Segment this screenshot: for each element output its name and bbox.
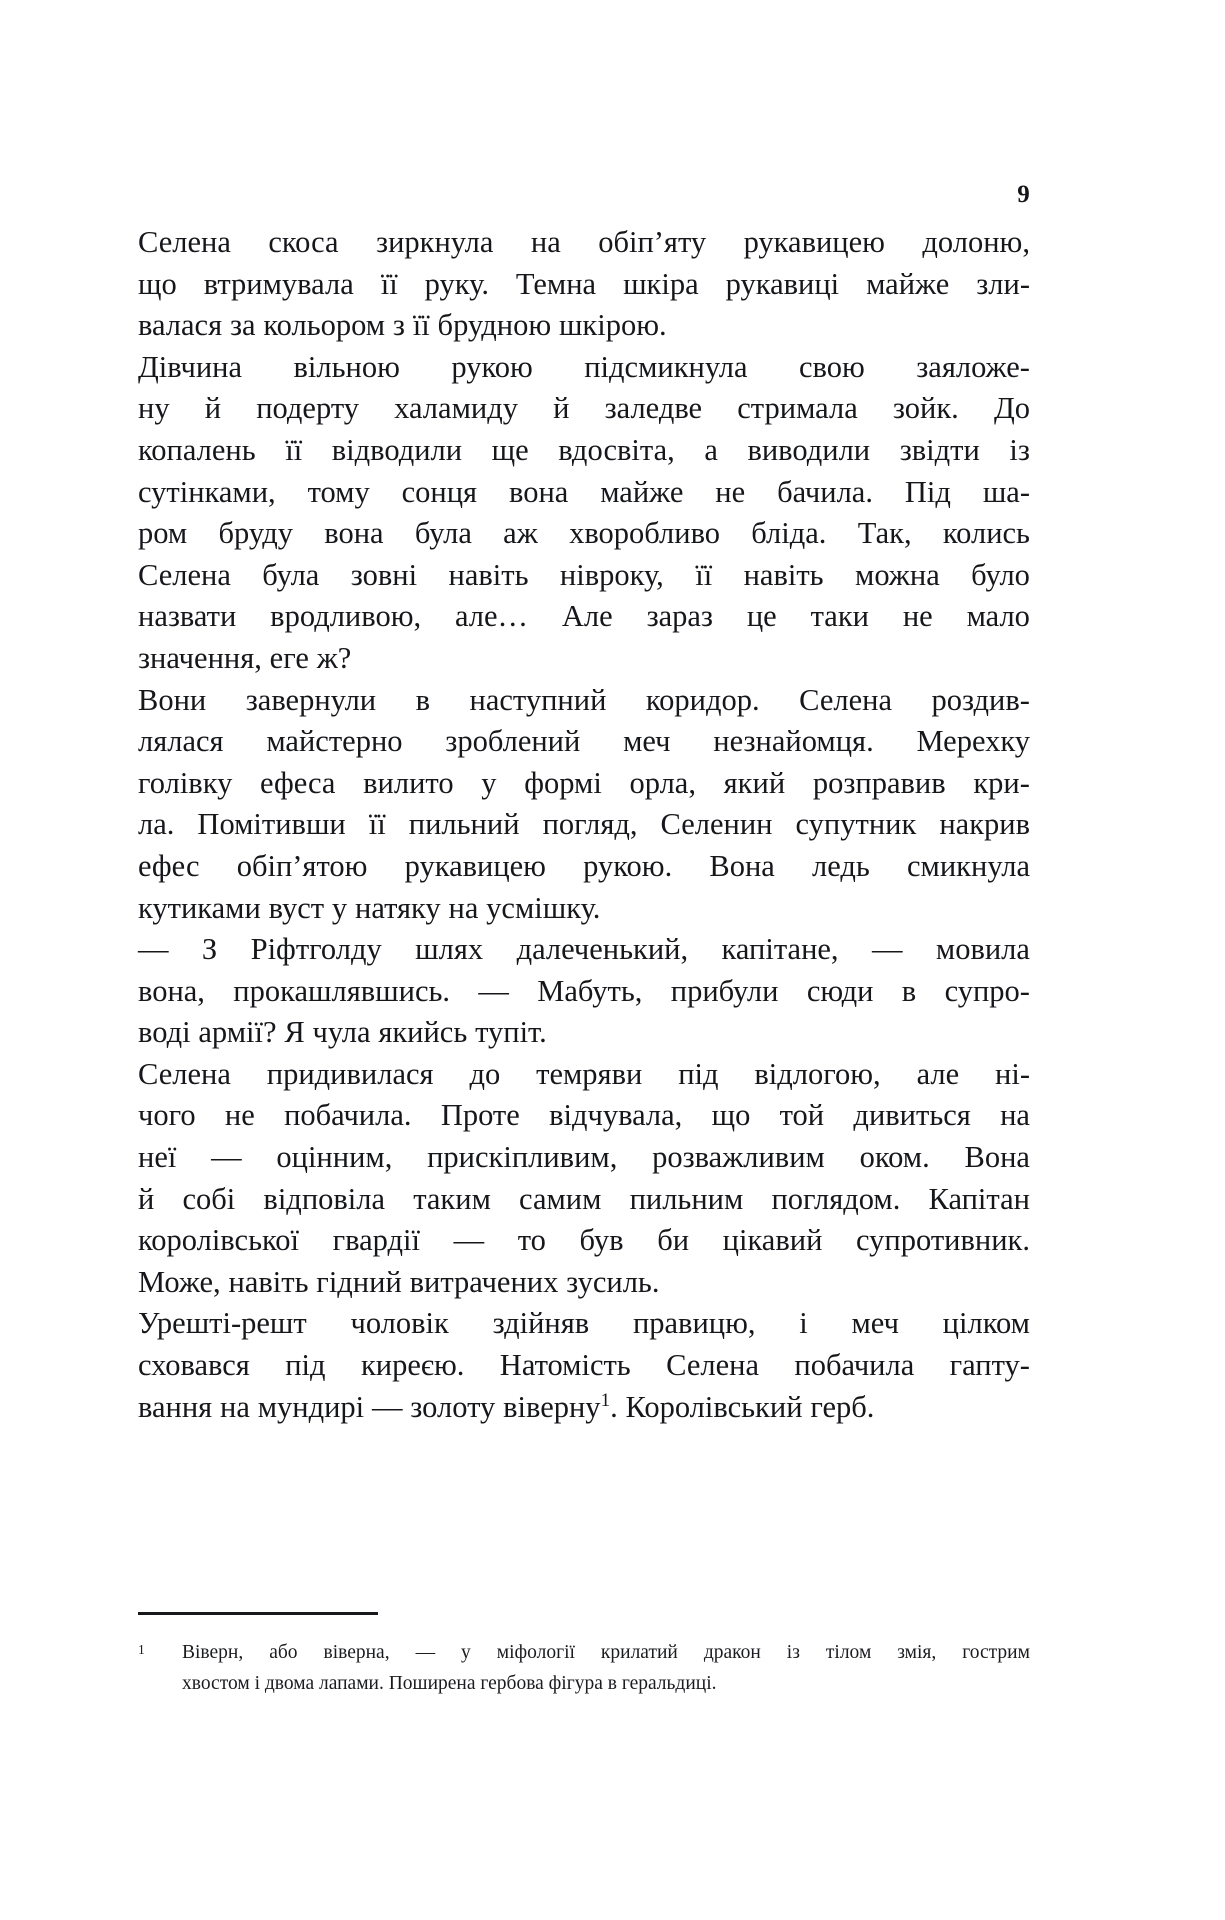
word: майстерно bbox=[266, 724, 403, 759]
word: у bbox=[481, 765, 497, 800]
word: рукавицею bbox=[743, 225, 885, 259]
footnote-reference-marker[interactable]: 1 bbox=[600, 1389, 611, 1411]
word: рукавиці bbox=[725, 266, 840, 301]
word: супро- bbox=[944, 973, 1030, 1008]
text-line bbox=[138, 472, 1030, 514]
word: змія, bbox=[897, 1642, 937, 1663]
word: мало bbox=[966, 599, 1030, 634]
word: чоловік bbox=[350, 1306, 449, 1341]
word: Натомість bbox=[499, 1348, 631, 1383]
word: меч bbox=[851, 1306, 899, 1341]
word: киреєю. bbox=[360, 1348, 465, 1383]
word: або bbox=[269, 1642, 298, 1663]
word: був bbox=[579, 1223, 624, 1258]
word: вона bbox=[509, 474, 569, 509]
word: сюди bbox=[806, 973, 874, 1008]
text-line bbox=[138, 763, 1030, 805]
word: меч bbox=[623, 724, 671, 759]
word: який bbox=[723, 765, 786, 800]
text-line bbox=[138, 680, 1030, 722]
word: зли- bbox=[976, 266, 1030, 301]
word: супротивник. bbox=[856, 1223, 1030, 1258]
word: аж bbox=[503, 516, 538, 551]
word: Мабуть, bbox=[537, 973, 643, 1008]
word: підсмикнула bbox=[584, 349, 748, 384]
word: Вони bbox=[138, 682, 207, 717]
word: Селенин bbox=[660, 807, 773, 842]
word: свою bbox=[799, 349, 865, 384]
word: а bbox=[704, 432, 718, 467]
word: неї bbox=[138, 1140, 177, 1175]
word: — bbox=[453, 1223, 485, 1258]
word: побачила. bbox=[284, 1098, 412, 1133]
word: погляд, bbox=[542, 807, 638, 842]
word: назвати bbox=[138, 599, 237, 634]
word: шкіра bbox=[623, 266, 699, 301]
word: була bbox=[414, 516, 472, 551]
word: прокашлявшись. bbox=[233, 973, 451, 1008]
word: бруду bbox=[218, 516, 293, 551]
word: гострим bbox=[962, 1642, 1030, 1663]
word: вільною bbox=[293, 349, 400, 384]
word: із bbox=[1009, 432, 1030, 467]
text-line bbox=[138, 555, 1030, 597]
word: Селена bbox=[138, 557, 231, 592]
word: сонця bbox=[401, 474, 478, 509]
word: бачила. bbox=[777, 474, 873, 509]
text-line: значення, еге ж? bbox=[138, 640, 352, 675]
word: прибули bbox=[670, 973, 779, 1008]
word: придивилася bbox=[266, 1056, 434, 1091]
text-line: кутиками вуст у натяку на усмішку. bbox=[138, 890, 601, 925]
word: кри- bbox=[973, 765, 1030, 800]
word: той bbox=[779, 1098, 825, 1133]
word: сховався bbox=[138, 1348, 250, 1383]
word: формі bbox=[524, 765, 602, 800]
word: ла. bbox=[138, 807, 175, 842]
text-line: валася за кольором з її брудною шкірою. bbox=[138, 308, 667, 343]
word: супутник bbox=[795, 807, 917, 842]
word: вона bbox=[324, 516, 384, 551]
word: гвардії bbox=[332, 1223, 420, 1258]
footnote-line bbox=[182, 1637, 1030, 1668]
word: її bbox=[380, 266, 398, 301]
word: в bbox=[901, 973, 917, 1008]
word: крилатий bbox=[600, 1642, 678, 1663]
word: подерту bbox=[256, 391, 359, 426]
word: що bbox=[711, 1098, 751, 1133]
word: заяложе- bbox=[916, 349, 1030, 384]
word: мовила bbox=[935, 932, 1030, 967]
word: була bbox=[262, 557, 320, 592]
text-line: воді армії? Я чула якийсь тупіт. bbox=[138, 1015, 547, 1050]
word: із bbox=[786, 1642, 800, 1663]
text-line bbox=[138, 804, 1030, 846]
footnote-area bbox=[138, 1612, 1030, 1699]
footnote-item bbox=[138, 1637, 1030, 1699]
word: й bbox=[204, 391, 222, 426]
word: навіть bbox=[743, 557, 824, 592]
word: таки bbox=[810, 599, 869, 634]
word: звідти bbox=[899, 432, 980, 467]
word: наступний bbox=[469, 682, 607, 717]
word: зойк. bbox=[892, 391, 959, 426]
word: би bbox=[657, 1223, 690, 1258]
word: але… bbox=[454, 599, 529, 634]
text-line: Може, навіть гідний витрачених зусиль. bbox=[138, 1264, 660, 1299]
footnote-separator-rule bbox=[138, 1612, 378, 1615]
word: — bbox=[871, 932, 903, 967]
word: незнайомця. bbox=[713, 724, 874, 759]
word: її bbox=[368, 807, 386, 842]
word: ледь bbox=[812, 848, 870, 883]
word: тому bbox=[307, 474, 370, 509]
word: лялася bbox=[138, 724, 224, 759]
word: пильний bbox=[408, 807, 520, 842]
word: Капітан bbox=[928, 1181, 1030, 1216]
word: оцінним, bbox=[276, 1140, 393, 1175]
word: вона, bbox=[138, 973, 205, 1008]
word: заледве bbox=[604, 391, 703, 426]
word: сутінками, bbox=[138, 474, 276, 509]
word: обіп’ятою bbox=[236, 848, 368, 883]
word: — bbox=[211, 1140, 242, 1175]
word: ну bbox=[138, 391, 170, 426]
text-line bbox=[138, 347, 1030, 389]
word: До bbox=[993, 391, 1030, 426]
text-line bbox=[138, 1054, 1030, 1096]
word: Дівчина bbox=[138, 349, 243, 384]
word: тілом bbox=[825, 1642, 872, 1663]
paragraph-with-footnote bbox=[138, 1303, 1030, 1428]
word: втримувала bbox=[203, 266, 354, 301]
word: оком. bbox=[859, 1140, 930, 1175]
word: під bbox=[285, 1348, 326, 1383]
word: дракон bbox=[703, 1642, 761, 1663]
word: долоню, bbox=[922, 225, 1030, 259]
word: у bbox=[461, 1642, 471, 1663]
word: ще bbox=[491, 432, 529, 467]
paragraph-dialogue bbox=[138, 929, 1030, 1054]
word: обіп’яту bbox=[598, 225, 707, 259]
text-line bbox=[138, 264, 1030, 306]
word: таким bbox=[413, 1181, 491, 1216]
word: копалень bbox=[138, 432, 256, 467]
word: — bbox=[138, 932, 169, 967]
text-line-with-footnote bbox=[138, 1387, 1030, 1429]
word: Урешті-решт bbox=[138, 1306, 307, 1341]
footnote-marker: 1 bbox=[138, 1642, 145, 1657]
word: Ріфтголду bbox=[250, 932, 382, 967]
word: на bbox=[530, 225, 561, 259]
word: але bbox=[916, 1056, 960, 1091]
word: самим bbox=[519, 1181, 602, 1216]
word: майже bbox=[600, 474, 684, 509]
paragraph bbox=[138, 1054, 1030, 1304]
word: навіть bbox=[448, 557, 529, 592]
word: і bbox=[799, 1306, 808, 1341]
word: Але bbox=[561, 599, 613, 634]
word: зроблений bbox=[445, 724, 581, 759]
word: побачила bbox=[794, 1348, 915, 1383]
footnote-text bbox=[182, 1637, 1030, 1699]
word: під bbox=[678, 1056, 719, 1091]
word: колись bbox=[942, 516, 1030, 551]
word: чого bbox=[138, 1098, 196, 1133]
word: її bbox=[695, 557, 713, 592]
word: правицю, bbox=[632, 1306, 756, 1341]
word: зиркнула bbox=[376, 225, 494, 259]
word: її bbox=[285, 432, 303, 467]
word: в bbox=[415, 682, 431, 717]
paragraph bbox=[138, 680, 1030, 930]
word: цілком bbox=[942, 1306, 1030, 1341]
word: шлях bbox=[415, 932, 484, 967]
word: ефес bbox=[138, 848, 200, 883]
word: вродливою, bbox=[270, 599, 422, 634]
word: пильним bbox=[629, 1181, 744, 1216]
text-line bbox=[138, 1220, 1030, 1262]
text-line bbox=[138, 430, 1030, 472]
folio-row bbox=[138, 182, 1030, 207]
paragraph bbox=[138, 347, 1030, 680]
line-text: вання на мундирі — золоту віверну bbox=[138, 1389, 601, 1424]
word: розправив bbox=[812, 765, 946, 800]
body-text-block bbox=[138, 222, 1030, 1428]
word: голівку bbox=[138, 765, 233, 800]
word: нівроку, bbox=[559, 557, 664, 592]
word: на bbox=[1000, 1098, 1030, 1133]
word: накрив bbox=[939, 807, 1030, 842]
word: було bbox=[971, 557, 1030, 592]
word: вилито bbox=[363, 765, 454, 800]
word: ні- bbox=[995, 1056, 1030, 1091]
word: й bbox=[553, 391, 570, 426]
word: — bbox=[478, 973, 509, 1008]
word: завернули bbox=[245, 682, 377, 717]
text-line bbox=[138, 1179, 1030, 1221]
word: коридор. bbox=[645, 682, 760, 717]
word: виводили bbox=[747, 432, 871, 467]
word: не bbox=[715, 474, 746, 509]
text-line bbox=[138, 846, 1030, 888]
word: ефеса bbox=[260, 765, 336, 800]
word: вдосвіта, bbox=[558, 432, 675, 467]
word: Під bbox=[904, 474, 951, 509]
word: далеченький, bbox=[516, 932, 689, 967]
word: орла, bbox=[629, 765, 696, 800]
word: цікавий bbox=[722, 1223, 823, 1258]
word: до bbox=[469, 1056, 501, 1091]
word: скоса bbox=[268, 225, 339, 259]
text-line bbox=[138, 1095, 1030, 1137]
word: зовні bbox=[350, 557, 418, 592]
text-line bbox=[138, 222, 1030, 264]
word: відлогою, bbox=[754, 1056, 881, 1091]
word: майже bbox=[866, 266, 950, 301]
word: розважливим bbox=[652, 1140, 825, 1175]
word: Селена bbox=[666, 1348, 759, 1383]
word: бліда. bbox=[751, 516, 827, 551]
word: Вона bbox=[709, 848, 775, 883]
text-line bbox=[138, 596, 1030, 638]
word: ша- bbox=[982, 474, 1030, 509]
word: Темна bbox=[515, 266, 597, 301]
word: то bbox=[517, 1223, 546, 1258]
text-line bbox=[138, 1345, 1030, 1387]
word: — bbox=[415, 1642, 436, 1663]
word: зараз bbox=[646, 599, 713, 634]
word: Селена bbox=[138, 225, 231, 259]
word: Проте bbox=[440, 1098, 520, 1133]
word: Мерехку bbox=[916, 724, 1030, 759]
word: рукою. bbox=[583, 848, 673, 883]
word: Вона bbox=[964, 1140, 1030, 1175]
word: Так, bbox=[857, 516, 912, 551]
word: відчувала, bbox=[549, 1098, 683, 1133]
word: відповіла bbox=[263, 1181, 386, 1216]
word: стримала bbox=[737, 391, 858, 426]
word: Помітивши bbox=[197, 807, 346, 842]
text-line bbox=[138, 1303, 1030, 1345]
text-line bbox=[138, 388, 1030, 430]
word: здійняв bbox=[492, 1306, 590, 1341]
word: рукою bbox=[451, 349, 533, 384]
word: хворобливо bbox=[569, 516, 721, 551]
word: собі bbox=[182, 1181, 236, 1216]
text-line bbox=[138, 1137, 1030, 1179]
word: халамиду bbox=[394, 391, 518, 426]
word: Селена bbox=[138, 1056, 231, 1091]
word: не bbox=[902, 599, 933, 634]
word: відводили bbox=[331, 432, 463, 467]
word: міфології bbox=[496, 1642, 575, 1663]
word: темряви bbox=[536, 1056, 643, 1091]
word: рукавицею bbox=[404, 848, 546, 883]
word: поглядом. bbox=[771, 1181, 901, 1216]
word: королівської bbox=[138, 1223, 299, 1258]
word: Віверн, bbox=[182, 1642, 244, 1663]
text-line bbox=[138, 971, 1030, 1013]
text-line bbox=[138, 721, 1030, 763]
word: капітане, bbox=[721, 932, 839, 967]
footnote-line: хвостом і двома лапами. Поширена гербова фігура в геральдиці. bbox=[182, 1673, 717, 1694]
word: що bbox=[138, 266, 177, 301]
word: віверна, bbox=[323, 1642, 390, 1663]
word: дивиться bbox=[853, 1098, 971, 1133]
word: гапту- bbox=[949, 1348, 1030, 1383]
word: можна bbox=[855, 557, 940, 592]
word: прискіпливим, bbox=[427, 1140, 618, 1175]
text-line bbox=[138, 929, 1030, 971]
word: це bbox=[746, 599, 777, 634]
word: роздив- bbox=[931, 682, 1030, 717]
word: й bbox=[138, 1181, 155, 1216]
word: З bbox=[201, 932, 218, 967]
word: руку. bbox=[424, 266, 489, 301]
word: ром bbox=[138, 516, 188, 551]
paragraph bbox=[138, 222, 1030, 347]
word: не bbox=[224, 1098, 255, 1133]
line-text-tail: . Королівський герб. bbox=[610, 1389, 875, 1424]
text-line bbox=[138, 513, 1030, 555]
page-number: 9 bbox=[1017, 181, 1030, 208]
word: смикнула bbox=[907, 848, 1030, 883]
word: Селена bbox=[799, 682, 893, 717]
